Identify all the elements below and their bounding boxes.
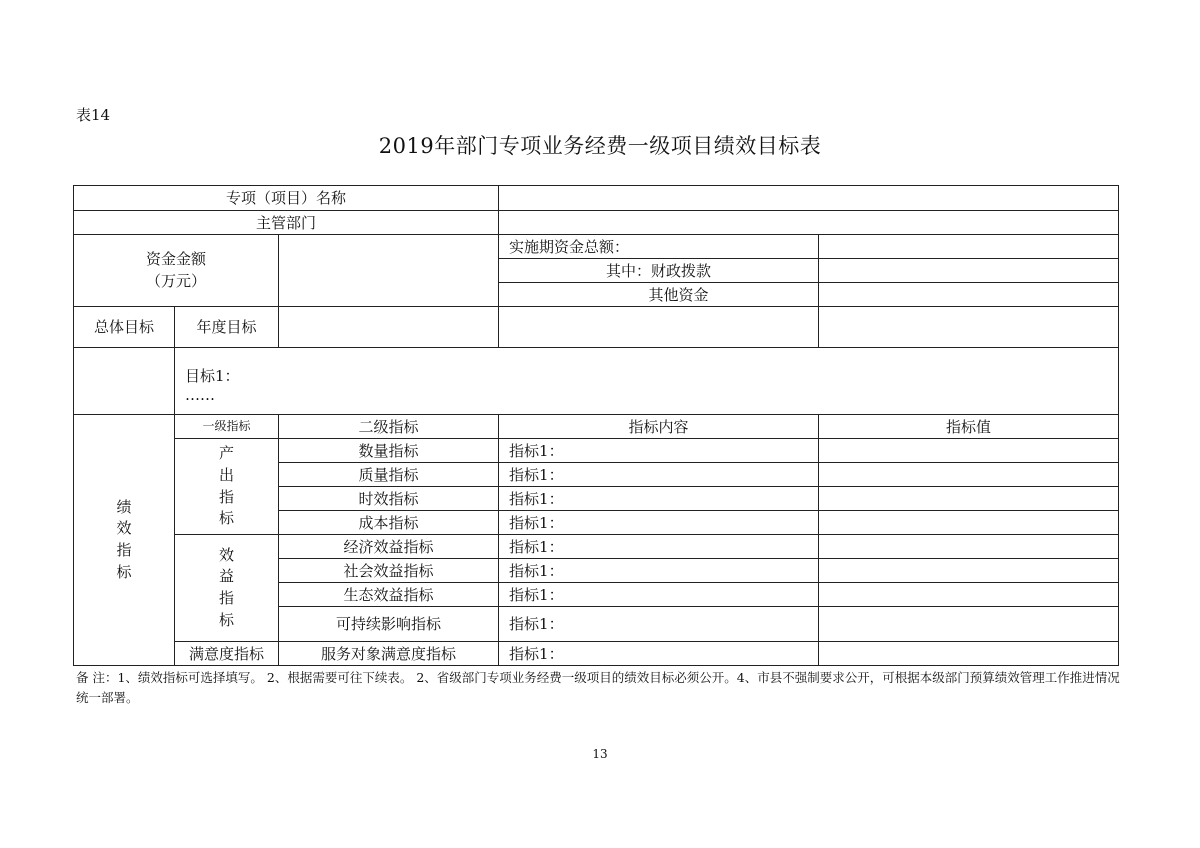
output-char-3: 指 — [218, 487, 234, 506]
content-cell[interactable]: 指标1： — [499, 607, 819, 642]
benefit-char-1: 效 — [218, 545, 234, 564]
funding-amount-label — [74, 235, 279, 307]
annual-goal-label: 年度目标 — [175, 307, 279, 348]
value-cell[interactable] — [819, 583, 1119, 607]
content-cell[interactable]: 指标1： — [499, 439, 819, 463]
content-cell[interactable]: 指标1： — [499, 559, 819, 583]
header-content: 指标内容 — [499, 415, 819, 439]
goal-detail-row — [74, 348, 1119, 415]
level2-cell: 生态效益指标 — [279, 583, 499, 607]
level2-cell: 服务对象满意度指标 — [279, 642, 499, 666]
satisfaction-indicator-label: 满意度指标 — [175, 642, 279, 666]
value-cell[interactable] — [819, 607, 1119, 642]
total-funding-label: 实施期资金总额： — [499, 235, 819, 259]
perf-char-3: 指 — [116, 541, 132, 559]
content-cell[interactable]: 指标1： — [499, 642, 819, 666]
other-funds-label: 其他资金 — [499, 283, 819, 307]
value-cell[interactable] — [819, 642, 1119, 666]
header-value: 指标值 — [819, 415, 1119, 439]
department-label: 主管部门 — [74, 211, 499, 235]
goal-item: 目标1： — [185, 366, 240, 385]
benefit-char-4: 标 — [218, 610, 234, 629]
benefit-indicator-label — [175, 535, 279, 642]
funding-label-line1: 资金金额 — [145, 249, 206, 268]
perf-char-1: 绩 — [116, 497, 132, 516]
level2-cell: 数量指标 — [279, 439, 499, 463]
goal-detail-blank — [74, 348, 175, 415]
value-cell[interactable] — [819, 559, 1119, 583]
level2-cell: 经济效益指标 — [279, 535, 499, 559]
indicator-header-row — [74, 415, 1119, 439]
annual-goal-value-3[interactable] — [819, 307, 1119, 348]
value-cell[interactable] — [819, 463, 1119, 487]
header-level2: 二级指标 — [279, 415, 499, 439]
performance-goal-table — [73, 185, 1119, 666]
content-cell[interactable]: 指标1： — [499, 535, 819, 559]
output-char-2: 出 — [218, 465, 234, 484]
footnote: 备 注：1、绩效指标可选择填写。 2、根据需要可往下续表。 2、省级部门专项业务经费一级项目的绩效目标必须公开。4、市县不强制要求公开，可根据本级部门预算绩效管理工作推进情况统一部署。 — [76, 670, 1120, 705]
performance-indicator-label — [74, 415, 175, 666]
benefit-char-3: 指 — [218, 589, 234, 607]
project-name-value[interactable] — [499, 186, 1119, 211]
other-funds-value[interactable] — [819, 283, 1119, 307]
output-char-4: 标 — [218, 509, 234, 528]
perf-char-4: 标 — [116, 562, 132, 581]
goal-detail-value[interactable] — [175, 348, 1119, 415]
total-funding-value[interactable] — [819, 235, 1119, 259]
fiscal-allocation-value[interactable] — [819, 259, 1119, 283]
level2-cell: 成本指标 — [279, 511, 499, 535]
content-cell[interactable]: 指标1： — [499, 511, 819, 535]
annual-goal-value-2[interactable] — [499, 307, 819, 348]
content-cell[interactable]: 指标1： — [499, 463, 819, 487]
output-indicator-label — [175, 439, 279, 535]
table-row — [74, 642, 1119, 666]
page-number: 13 — [592, 747, 608, 761]
page-title: 2019年部门专项业务经费一级项目绩效目标表 — [378, 134, 822, 158]
value-cell[interactable] — [819, 439, 1119, 463]
annual-goal-value[interactable] — [279, 307, 499, 348]
fiscal-allocation-label: 其中：财政拨款 — [499, 259, 819, 283]
funding-amount-value[interactable] — [279, 235, 499, 307]
value-cell[interactable] — [819, 511, 1119, 535]
project-name-row — [74, 186, 1119, 211]
benefit-char-2: 益 — [218, 567, 234, 586]
department-value[interactable] — [499, 211, 1119, 235]
perf-char-2: 效 — [116, 519, 132, 538]
level2-cell: 可持续影响指标 — [279, 607, 499, 642]
funding-row-total — [74, 235, 1119, 259]
funding-label-line2: （万元） — [145, 271, 206, 290]
value-cell[interactable] — [819, 487, 1119, 511]
content-cell[interactable]: 指标1： — [499, 487, 819, 511]
value-cell[interactable] — [819, 535, 1119, 559]
table-label: 表14 — [76, 106, 111, 124]
overall-goal-label: 总体目标 — [74, 307, 175, 348]
level2-cell: 时效指标 — [279, 487, 499, 511]
table-row — [74, 439, 1119, 463]
header-level1: 一级指标 — [175, 415, 279, 439]
overall-goal-row — [74, 307, 1119, 348]
content-cell[interactable]: 指标1： — [499, 583, 819, 607]
level2-cell: 社会效益指标 — [279, 559, 499, 583]
level2-cell: 质量指标 — [279, 463, 499, 487]
table-row — [74, 535, 1119, 559]
output-char-1: 产 — [218, 444, 234, 462]
goal-ellipsis: …… — [185, 386, 215, 404]
project-name-label: 专项（项目）名称 — [74, 186, 499, 211]
department-row — [74, 211, 1119, 235]
